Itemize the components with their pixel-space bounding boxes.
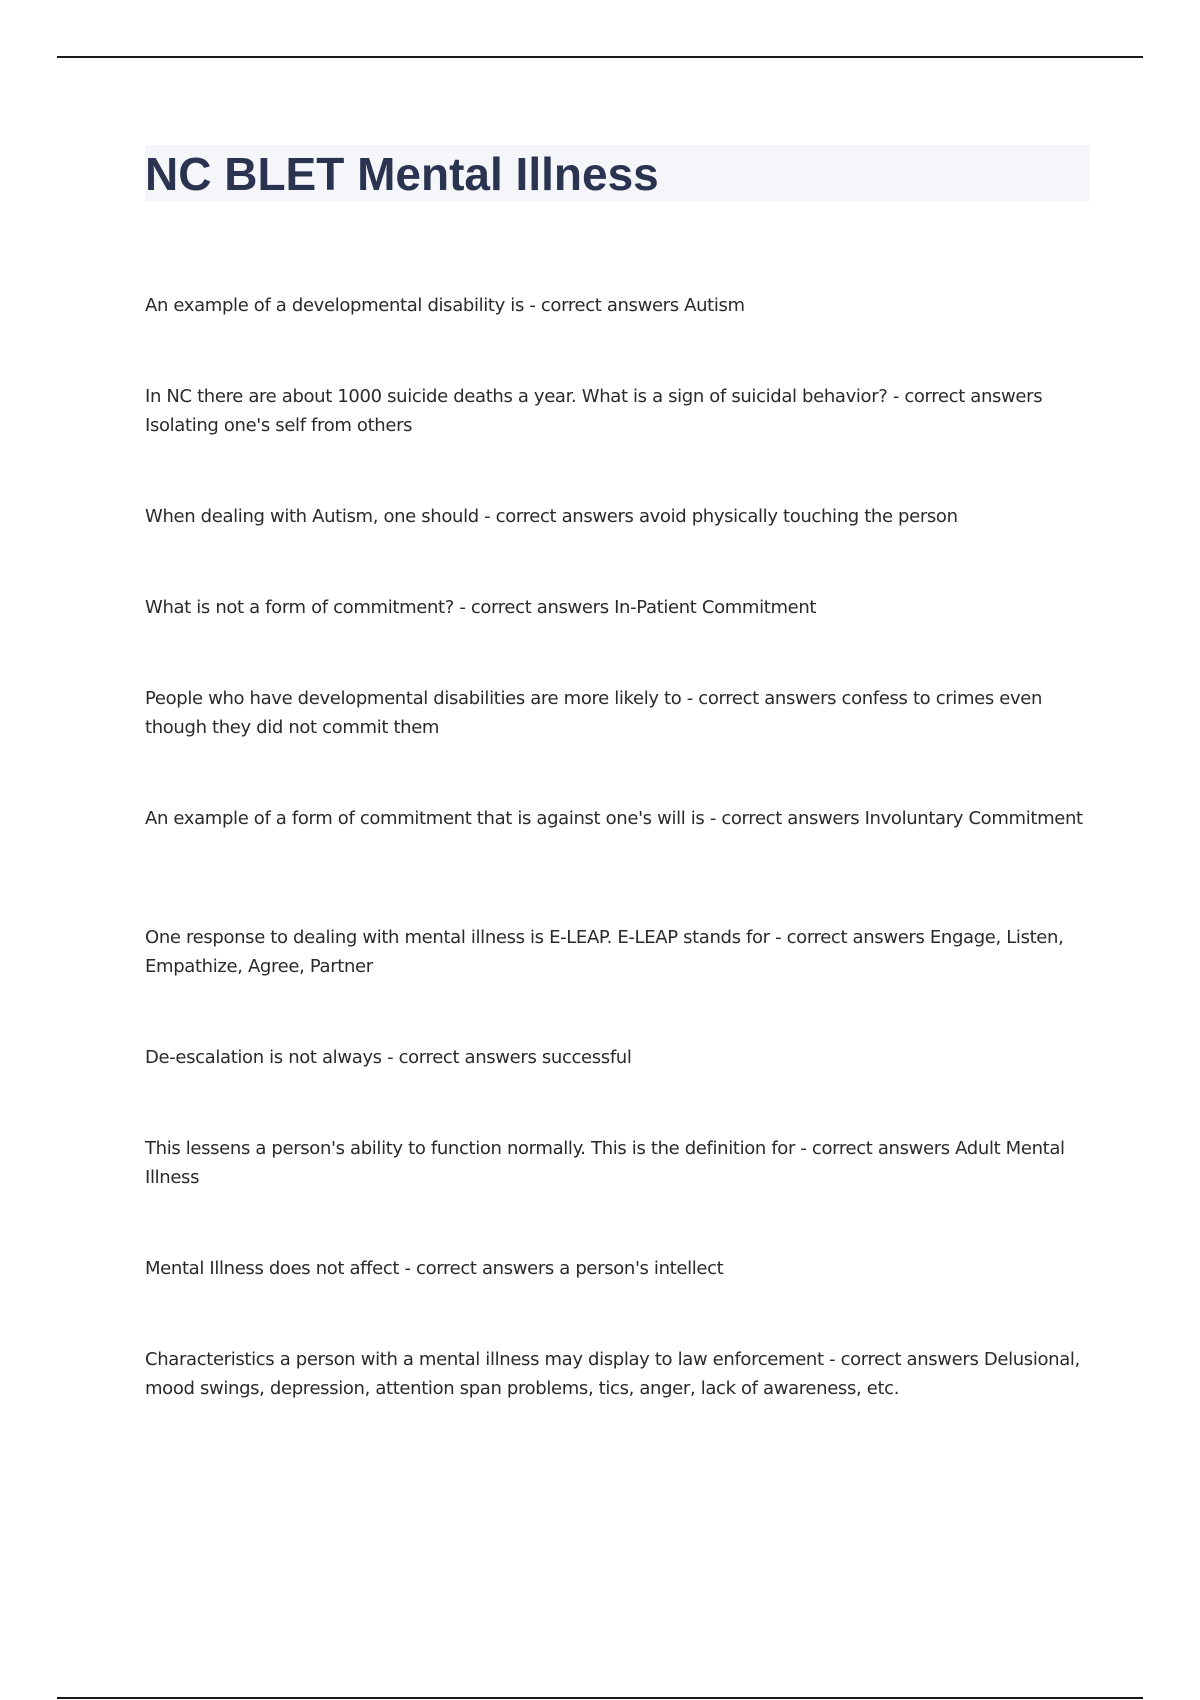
qa-item: Characteristics a person with a mental illness may display to law enforcement - correct answers Delusional, mood swings, depression, attention span problems, tics, anger, lack of awareness, etc. xyxy=(145,1349,1080,1399)
qa-item: An example of a form of commitment that is against one's will is - correct answers Involuntary Commitment xyxy=(145,808,1083,829)
qa-item: This lessens a person's ability to function normally. This is the definition for - correct answers Adult Mental Illness xyxy=(145,1138,1065,1188)
page-title: NC BLET Mental Illness xyxy=(145,148,659,200)
bottom-rule xyxy=(57,1697,1143,1699)
qa-item: An example of a developmental disability is - correct answers Autism xyxy=(145,295,745,316)
top-rule xyxy=(57,56,1143,58)
qa-item: People who have developmental disabilities are more likely to - correct answers confess to crimes even though they did not commit them xyxy=(145,688,1043,738)
qa-item: De-escalation is not always - correct answers successful xyxy=(145,1047,632,1068)
qa-item: What is not a form of commitment? - correct answers In-Patient Commitment xyxy=(145,597,817,618)
qa-item: In NC there are about 1000 suicide deaths a year. What is a sign of suicidal behavior? - correct answers Isolating one's self from others xyxy=(145,386,1043,436)
qa-item: One response to dealing with mental illness is E-LEAP. E-LEAP stands for - correct answers Engage, Listen, Empathize, Agree, Partner xyxy=(145,927,1064,977)
qa-item: When dealing with Autism, one should - correct answers avoid physically touching the person xyxy=(145,506,958,527)
qa-item: Mental Illness does not affect - correct answers a person's intellect xyxy=(145,1258,724,1279)
